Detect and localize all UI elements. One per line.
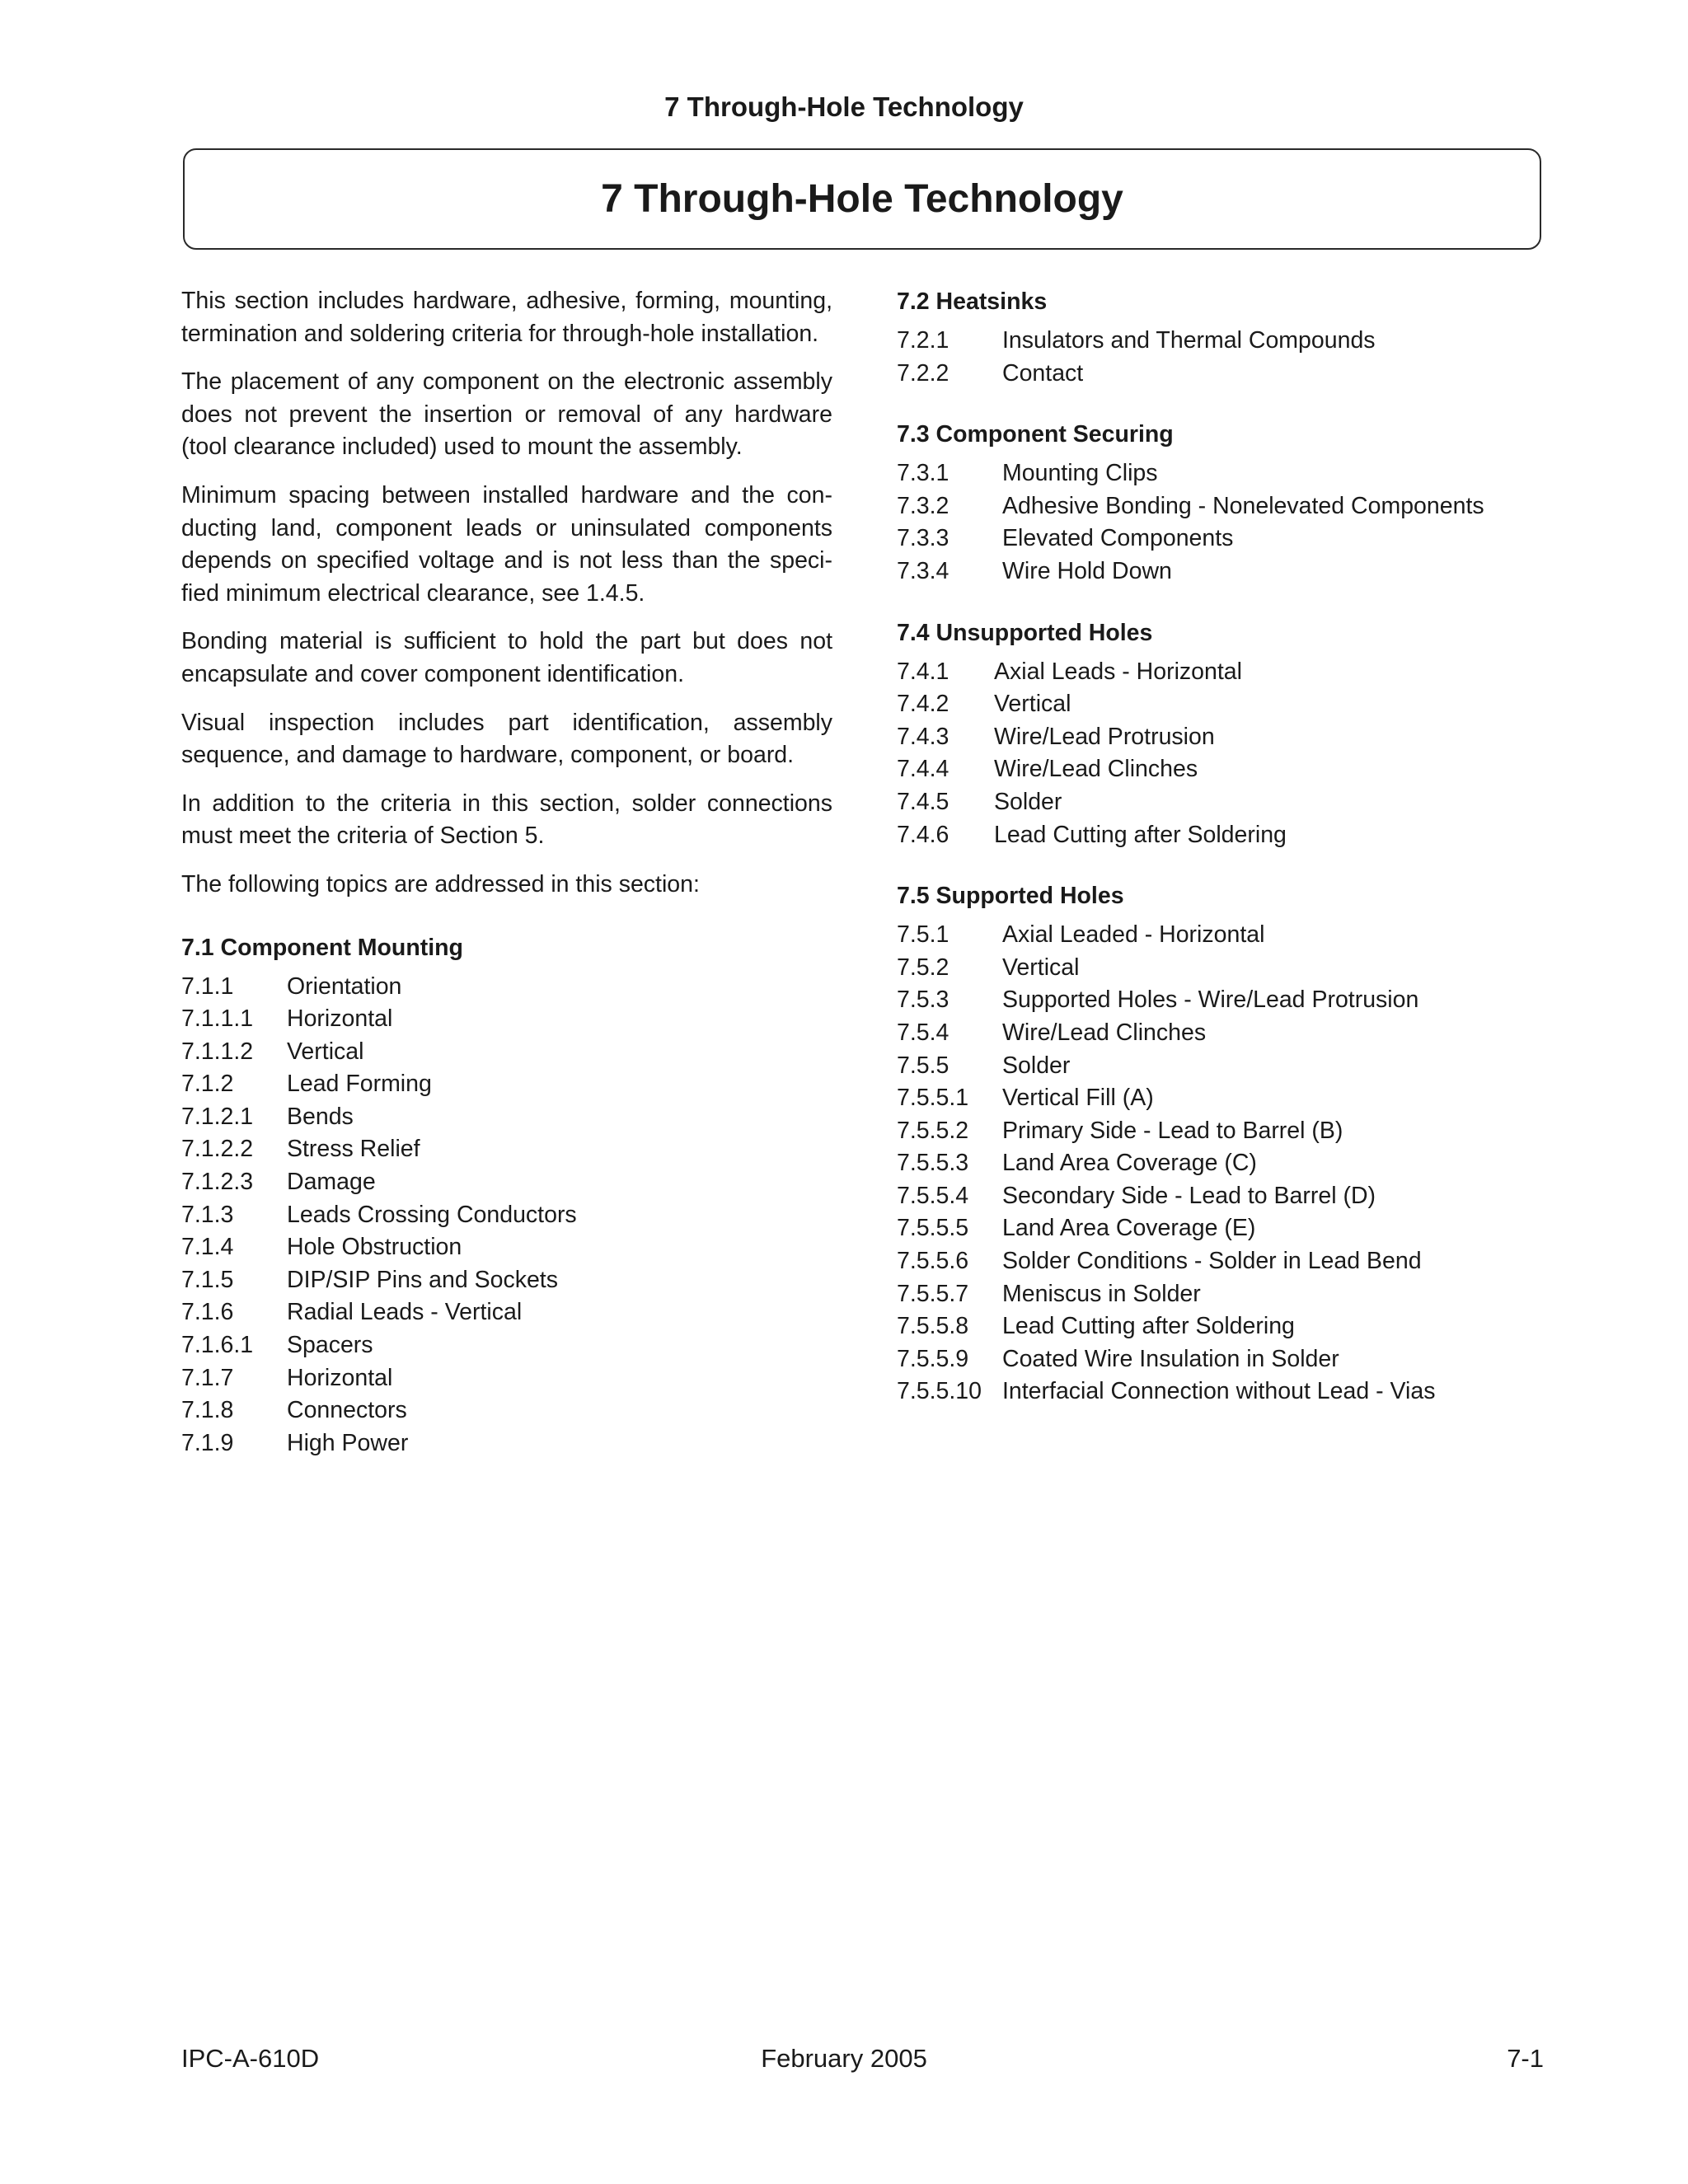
toc-item [897,721,1548,754]
chapter-title-box [183,148,1541,250]
toc-item-number: 7.5.5.6 [897,1248,969,1275]
toc-item-number: 7.5.5.7 [897,1280,969,1307]
toc-item-label: Stress Relief [287,1136,420,1163]
running-head: 7 Through-Hole Technology [664,91,1024,122]
toc-item-label: Connectors [287,1397,407,1424]
intro-paragraph: The placement of any component on the electronic assembly does not prevent the insertion or removal of any hardware (tool clearance included) used to mount the assembly. [181,368,832,461]
toc-item-number: 7.1.8 [181,1397,234,1424]
toc-item-number: 7.1.9 [181,1429,234,1456]
toc-item [897,1376,1548,1408]
toc-item-label: Vertical [1002,954,1080,981]
toc-item-number: 7.2.1 [897,327,950,354]
toc-item-label: Wire/Lead Clinches [1002,1019,1207,1046]
toc-item-label: Orientation [287,972,402,1000]
toc-item-number: 7.1.7 [181,1364,234,1391]
toc-item-label: Solder [994,788,1062,815]
toc-item-label: Secondary Side - Lead to Barrel (D) [1002,1182,1376,1209]
toc-item [897,1082,1548,1115]
toc-item [181,1329,832,1362]
toc-item-number: 7.5.5.1 [897,1085,969,1112]
footer-page-number: 7-1 [1507,2044,1544,2073]
toc-item-label: Vertical [994,691,1071,718]
toc-item-label: Lead Cutting after Soldering [994,821,1287,848]
intro-paragraph: Bonding material is sufficient to hold the part but does not encapsulate and cover component identification. [181,628,832,687]
section-heading-7-1: 7.1 Component Mounting [181,934,463,961]
toc-item [181,1427,832,1460]
toc-item [897,919,1548,952]
toc-item-number: 7.4.6 [897,821,950,848]
toc-item-label: Elevated Components [1002,525,1234,552]
toc-item [181,1036,832,1069]
toc-item-label: Vertical Fill (A) [1002,1085,1154,1112]
toc-item-number: 7.3.4 [897,557,950,584]
toc-item [181,1362,832,1395]
toc-item-label: Mounting Clips [1002,460,1158,487]
toc-item-number: 7.4.1 [897,658,950,685]
toc-item-number: 7.1.4 [181,1234,234,1261]
toc-item [897,325,1548,358]
toc-item-label: Supported Holes - Wire/Lead Protrusion [1002,987,1419,1014]
toc-item-number: 7.5.5.8 [897,1313,969,1340]
toc-item-label: Leads Crossing Conductors [287,1201,577,1228]
toc-item-label: Vertical [287,1038,364,1065]
toc-item-label: Wire Hold Down [1002,557,1172,584]
toc-item [897,1147,1548,1180]
toc-item-label: Land Area Coverage (E) [1002,1215,1256,1242]
toc-item [897,1212,1548,1245]
toc-item-label: Spacers [287,1332,373,1359]
toc-item-number: 7.5.5.3 [897,1150,969,1177]
toc-item-number: 7.5.5.10 [897,1378,982,1405]
toc-item-number: 7.5.3 [897,987,950,1014]
section-heading-7-4: 7.4 Unsupported Holes [897,619,1153,646]
toc-item-number: 7.1.5 [181,1266,234,1293]
toc-item-label: High Power [287,1429,409,1456]
toc-item-number: 7.3.1 [897,460,950,487]
toc-item-number: 7.4.4 [897,756,950,783]
toc-item-number: 7.5.2 [897,954,950,981]
toc-item [897,984,1548,1017]
toc-item [897,952,1548,985]
toc-item [897,786,1548,819]
footer-doc-id: IPC-A-610D [181,2044,320,2073]
toc-list-7-1 [181,971,832,1460]
toc-list-7-4 [897,656,1548,852]
toc-item [897,555,1548,588]
intro-paragraph: In addition to the criteria in this section, solder connections must meet the criteria of Section 5. [181,790,832,850]
toc-list-7-2 [897,325,1548,390]
toc-item-number: 7.5.5 [897,1052,950,1079]
toc-item [897,819,1548,852]
toc-item-label: Contact [1002,359,1084,387]
right-column [897,285,1548,1436]
toc-item-number: 7.4.5 [897,788,950,815]
toc-item [181,1231,832,1264]
toc-item-label: Wire/Lead Protrusion [994,723,1215,750]
toc-item [897,1050,1548,1083]
toc-item-number: 7.1.1.2 [181,1038,254,1065]
toc-item [897,457,1548,490]
toc-item-number: 7.1.6 [181,1299,234,1326]
toc-item [897,1343,1548,1376]
toc-item-label: DIP/SIP Pins and Sockets [287,1266,558,1293]
toc-item-label: Wire/Lead Clinches [994,756,1198,783]
toc-item-number: 7.2.2 [897,359,950,387]
toc-item [897,1115,1548,1148]
toc-item-number: 7.5.1 [897,921,950,949]
toc-list-7-5 [897,919,1548,1408]
toc-item [897,1180,1548,1213]
toc-item-number: 7.1.1.1 [181,1005,254,1033]
toc-item-label: Lead Cutting after Soldering [1002,1313,1295,1340]
toc-item [181,1394,832,1427]
toc-item-label: Horizontal [287,1364,393,1391]
toc-item [897,1310,1548,1343]
toc-item-label: Lead Forming [287,1071,432,1098]
toc-item-label: Hole Obstruction [287,1234,462,1261]
toc-item-number: 7.5.5.9 [897,1345,969,1372]
toc-item-number: 7.3.3 [897,525,950,552]
intro-paragraph: This section includes hardware, adhesive, forming, mounting, termination and soldering criteria for through-hole installation. [181,288,832,347]
section-heading-7-3: 7.3 Component Securing [897,421,1174,448]
toc-item-label: Insulators and Thermal Compounds [1002,327,1376,354]
toc-item-label: Solder [1002,1052,1071,1079]
toc-item [181,1199,832,1232]
toc-item [897,753,1548,786]
toc-item [181,1101,832,1134]
toc-item-label: Bends [287,1103,354,1130]
toc-item [897,688,1548,721]
toc-item [897,1017,1548,1050]
intro-paragraph: Minimum spacing between installed hardware and the con-ducting land, component leads or uninsulated components depends on specified voltage and is not less than the speci-fied minimum electrical clearance, see 1.4.5. [181,481,832,607]
toc-item [181,1133,832,1166]
toc-item-label: Solder Conditions - Solder in Lead Bend [1002,1248,1422,1275]
toc-item-label: Coated Wire Insulation in Solder [1002,1345,1339,1372]
toc-item [181,1166,832,1199]
toc-item [181,1003,832,1036]
toc-item [181,971,832,1004]
left-column [181,285,832,1488]
toc-item-label: Adhesive Bonding - Nonelevated Components [1002,492,1484,519]
section-heading-7-5: 7.5 Supported Holes [897,883,1124,910]
toc-item [897,1245,1548,1278]
footer-date: February 2005 [761,2044,927,2073]
toc-item-number: 7.1.3 [181,1201,234,1228]
toc-item-label: Primary Side - Lead to Barrel (B) [1002,1117,1343,1144]
toc-item [897,523,1548,555]
toc-item-label: Meniscus in Solder [1002,1280,1201,1307]
toc-item-label: Interfacial Connection without Lead - Vias [1002,1378,1436,1405]
toc-item-number: 7.5.5.2 [897,1117,969,1144]
toc-item-number: 7.5.5.4 [897,1182,969,1209]
toc-item-label: Axial Leaded - Horizontal [1002,921,1265,949]
toc-item [897,656,1548,689]
toc-item-label: Axial Leads - Horizontal [994,658,1242,685]
intro-paragraph: Visual inspection includes part identification, assembly sequence, and damage to hardware, component, or board. [181,709,832,769]
toc-item-label: Horizontal [287,1005,393,1033]
intro-paragraph: The following topics are addressed in this section: [181,870,700,898]
section-heading-7-2: 7.2 Heatsinks [897,288,1048,315]
toc-list-7-3 [897,457,1548,588]
toc-item [181,1264,832,1297]
toc-item [897,1278,1548,1311]
toc-item-number: 7.1.1 [181,972,234,1000]
toc-item-number: 7.1.6.1 [181,1332,254,1359]
toc-item-number: 7.1.2.2 [181,1136,254,1163]
chapter-title: 7 Through-Hole Technology [601,177,1123,221]
toc-item-number: 7.1.2.3 [181,1169,254,1196]
toc-item-number: 7.5.4 [897,1019,950,1046]
toc-item [897,358,1548,391]
toc-item-number: 7.4.3 [897,723,950,750]
toc-item-number: 7.1.2 [181,1071,234,1098]
toc-item [897,490,1548,523]
toc-item-number: 7.5.5.5 [897,1215,969,1242]
toc-item-number: 7.4.2 [897,691,950,718]
toc-item [181,1296,832,1329]
toc-item [181,1068,832,1101]
toc-item-label: Radial Leads - Vertical [287,1299,523,1326]
toc-item-number: 7.1.2.1 [181,1103,254,1130]
toc-item-label: Land Area Coverage (C) [1002,1150,1257,1177]
toc-item-number: 7.3.2 [897,492,950,519]
toc-item-label: Damage [287,1169,376,1196]
